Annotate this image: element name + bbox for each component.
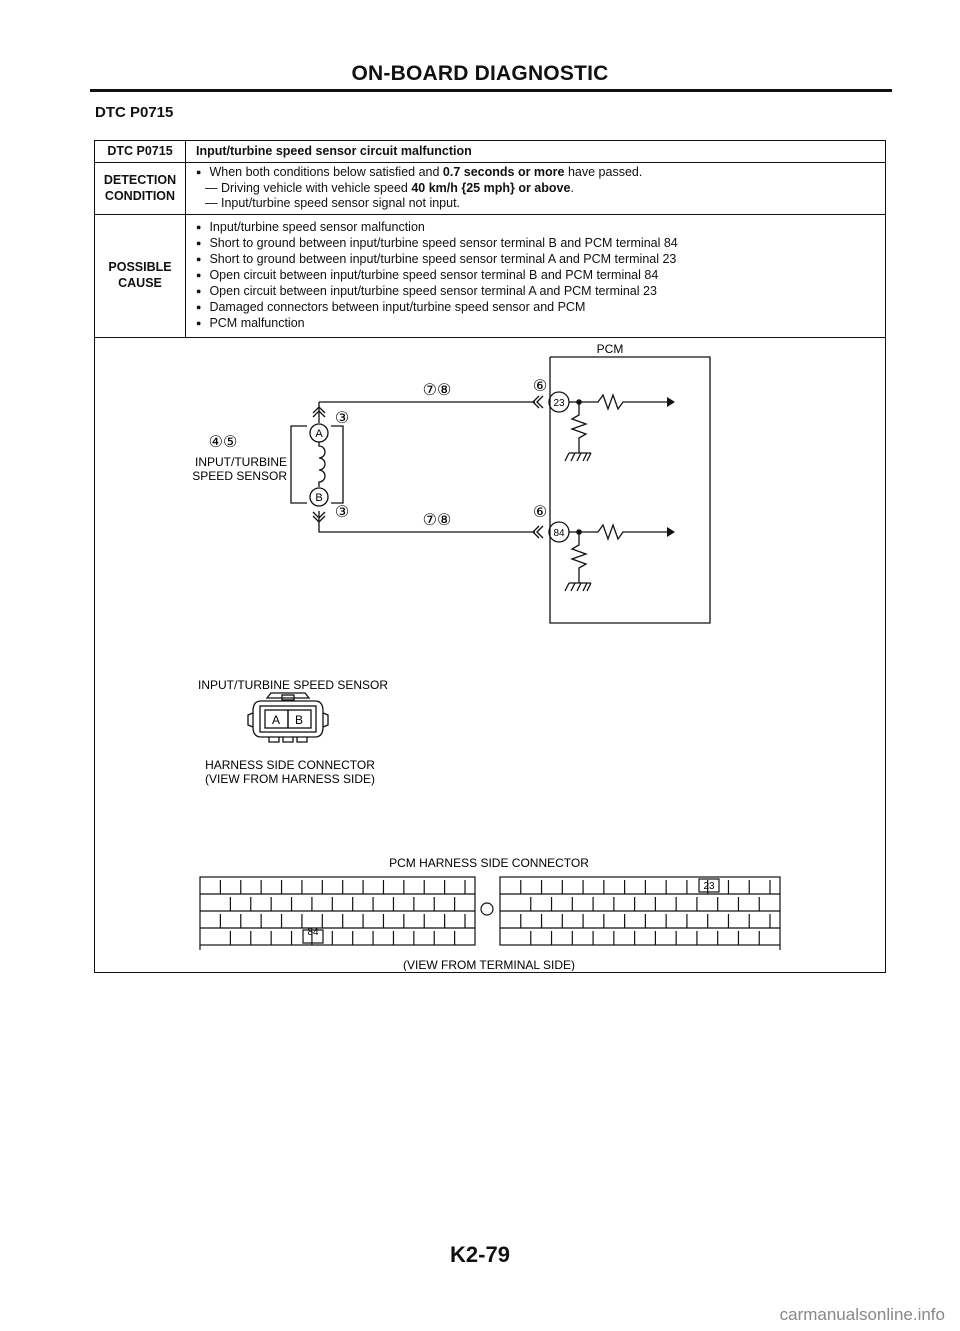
connector-pin-b: B bbox=[294, 713, 304, 727]
cause-item: ● Short to ground between input/turbine speed sensor terminal A and PCM terminal 23 bbox=[196, 252, 877, 268]
sensor-coil bbox=[319, 442, 325, 487]
detection-text: — Driving vehicle with vehicle speed bbox=[205, 181, 412, 195]
sensor-bracket-left bbox=[291, 426, 307, 503]
sensor-label-line1: INPUT/TURBINE bbox=[194, 455, 287, 469]
cause-label bbox=[95, 215, 186, 338]
detection-text: When both conditions below satisfied and bbox=[209, 165, 443, 179]
wire-ref-top: ⑦⑧ bbox=[422, 382, 452, 399]
cause-label-line1: POSSIBLE bbox=[108, 260, 172, 275]
pcm-connector-caption: (VIEW FROM TERMINAL SIDE) bbox=[402, 958, 576, 971]
cause-label-line2: CAUSE bbox=[118, 276, 162, 290]
detection-content bbox=[186, 163, 886, 215]
junction-dot bbox=[576, 529, 582, 535]
sensor-label-line2: SPEED SENSOR bbox=[192, 469, 287, 483]
pcm-pulldown-resistor-bottom bbox=[572, 532, 586, 583]
connector-pin-a: A bbox=[271, 713, 281, 727]
pcm-label: PCM bbox=[596, 342, 624, 356]
pcm-input-resistor-bottom bbox=[569, 525, 667, 539]
pcm-connector-title: PCM HARNESS SIDE CONNECTOR bbox=[389, 856, 589, 870]
diagram-box bbox=[94, 331, 886, 973]
section-title: DTC P0715 bbox=[95, 104, 174, 121]
conn-ref-top: ③ bbox=[334, 410, 350, 427]
wire-ref-bottom: ⑦⑧ bbox=[422, 512, 452, 529]
cause-item: ● PCM malfunction bbox=[196, 316, 877, 332]
connector-caption-line2: (VIEW FROM HARNESS SIDE) bbox=[204, 772, 376, 786]
ground-icon bbox=[565, 453, 591, 461]
connector-title: INPUT/TURBINE SPEED SENSOR bbox=[197, 678, 389, 692]
pcm-connector-key-hole bbox=[481, 903, 493, 915]
pcm-input-resistor-top bbox=[569, 395, 667, 409]
cause-item: ● Damaged connectors between input/turbine speed sensor and PCM bbox=[196, 300, 877, 316]
pcm-terminal-23-label: 23 bbox=[553, 398, 565, 409]
watermark: carmanualsonline.info bbox=[779, 1305, 945, 1324]
dtc-header-row bbox=[95, 141, 886, 163]
sensor-connector-drawing bbox=[248, 693, 328, 742]
sensor-ref: ④⑤ bbox=[208, 434, 238, 451]
detection-item bbox=[196, 165, 877, 181]
detection-text: . bbox=[570, 181, 574, 195]
cause-content bbox=[186, 215, 886, 338]
pcm-pulldown-resistor-top bbox=[572, 402, 586, 453]
ground-icon bbox=[565, 583, 591, 591]
detection-bold: 0.7 seconds or more bbox=[442, 165, 565, 179]
pcm-ref-bottom: ⑥ bbox=[532, 504, 548, 521]
dtc-code-cell: DTC P0715 bbox=[95, 141, 186, 163]
pcm-terminal-84-label: 84 bbox=[553, 528, 565, 539]
detection-text: have passed. bbox=[564, 165, 643, 179]
terminal-a-label: A bbox=[315, 428, 323, 440]
sensor-bracket-right bbox=[331, 426, 343, 503]
detection-label-line1: DETECTION bbox=[103, 172, 177, 187]
dtc-title-cell: Input/turbine speed sensor circuit malfunction bbox=[186, 141, 886, 163]
detection-label bbox=[95, 163, 186, 215]
cause-row bbox=[95, 215, 886, 338]
detection-label-line2: CONDITION bbox=[104, 188, 176, 203]
cause-item: ● Open circuit between input/turbine speed sensor terminal A and PCM terminal 23 bbox=[196, 284, 877, 300]
detection-subitem: — Input/turbine speed sensor signal not input. bbox=[205, 196, 461, 210]
cause-item: ● Short to ground between input/turbine speed sensor terminal B and PCM terminal 84 bbox=[196, 236, 877, 252]
arrow-right-icon bbox=[667, 527, 675, 537]
junction-dot bbox=[576, 399, 582, 405]
pcm-connector-pin-23: 23 bbox=[703, 881, 715, 892]
wiring-diagram bbox=[95, 331, 885, 971]
detection-row bbox=[95, 163, 886, 215]
page-header-title: ON-BOARD DIAGNOSTIC bbox=[351, 62, 609, 85]
connector-caption-line1: HARNESS SIDE CONNECTOR bbox=[205, 758, 375, 772]
pcm-ref-top: ⑥ bbox=[532, 378, 548, 395]
conn-ref-bottom: ③ bbox=[334, 504, 350, 521]
pcm-connector-drawing bbox=[200, 877, 780, 950]
page-number: K2-79 bbox=[450, 1242, 510, 1267]
pcm-connector-pin-84: 84 bbox=[307, 927, 319, 938]
cause-item: ● Open circuit between input/turbine speed sensor terminal B and PCM terminal 84 bbox=[196, 268, 877, 284]
detection-subitem bbox=[196, 181, 877, 196]
cause-item: ● Input/turbine speed sensor malfunction bbox=[196, 220, 877, 236]
header-rule bbox=[90, 89, 892, 92]
detection-bold: 40 km/h {25 mph} or above bbox=[411, 181, 571, 195]
dtc-table bbox=[94, 140, 886, 338]
arrow-right-icon bbox=[667, 397, 675, 407]
terminal-b-label: B bbox=[315, 492, 323, 504]
